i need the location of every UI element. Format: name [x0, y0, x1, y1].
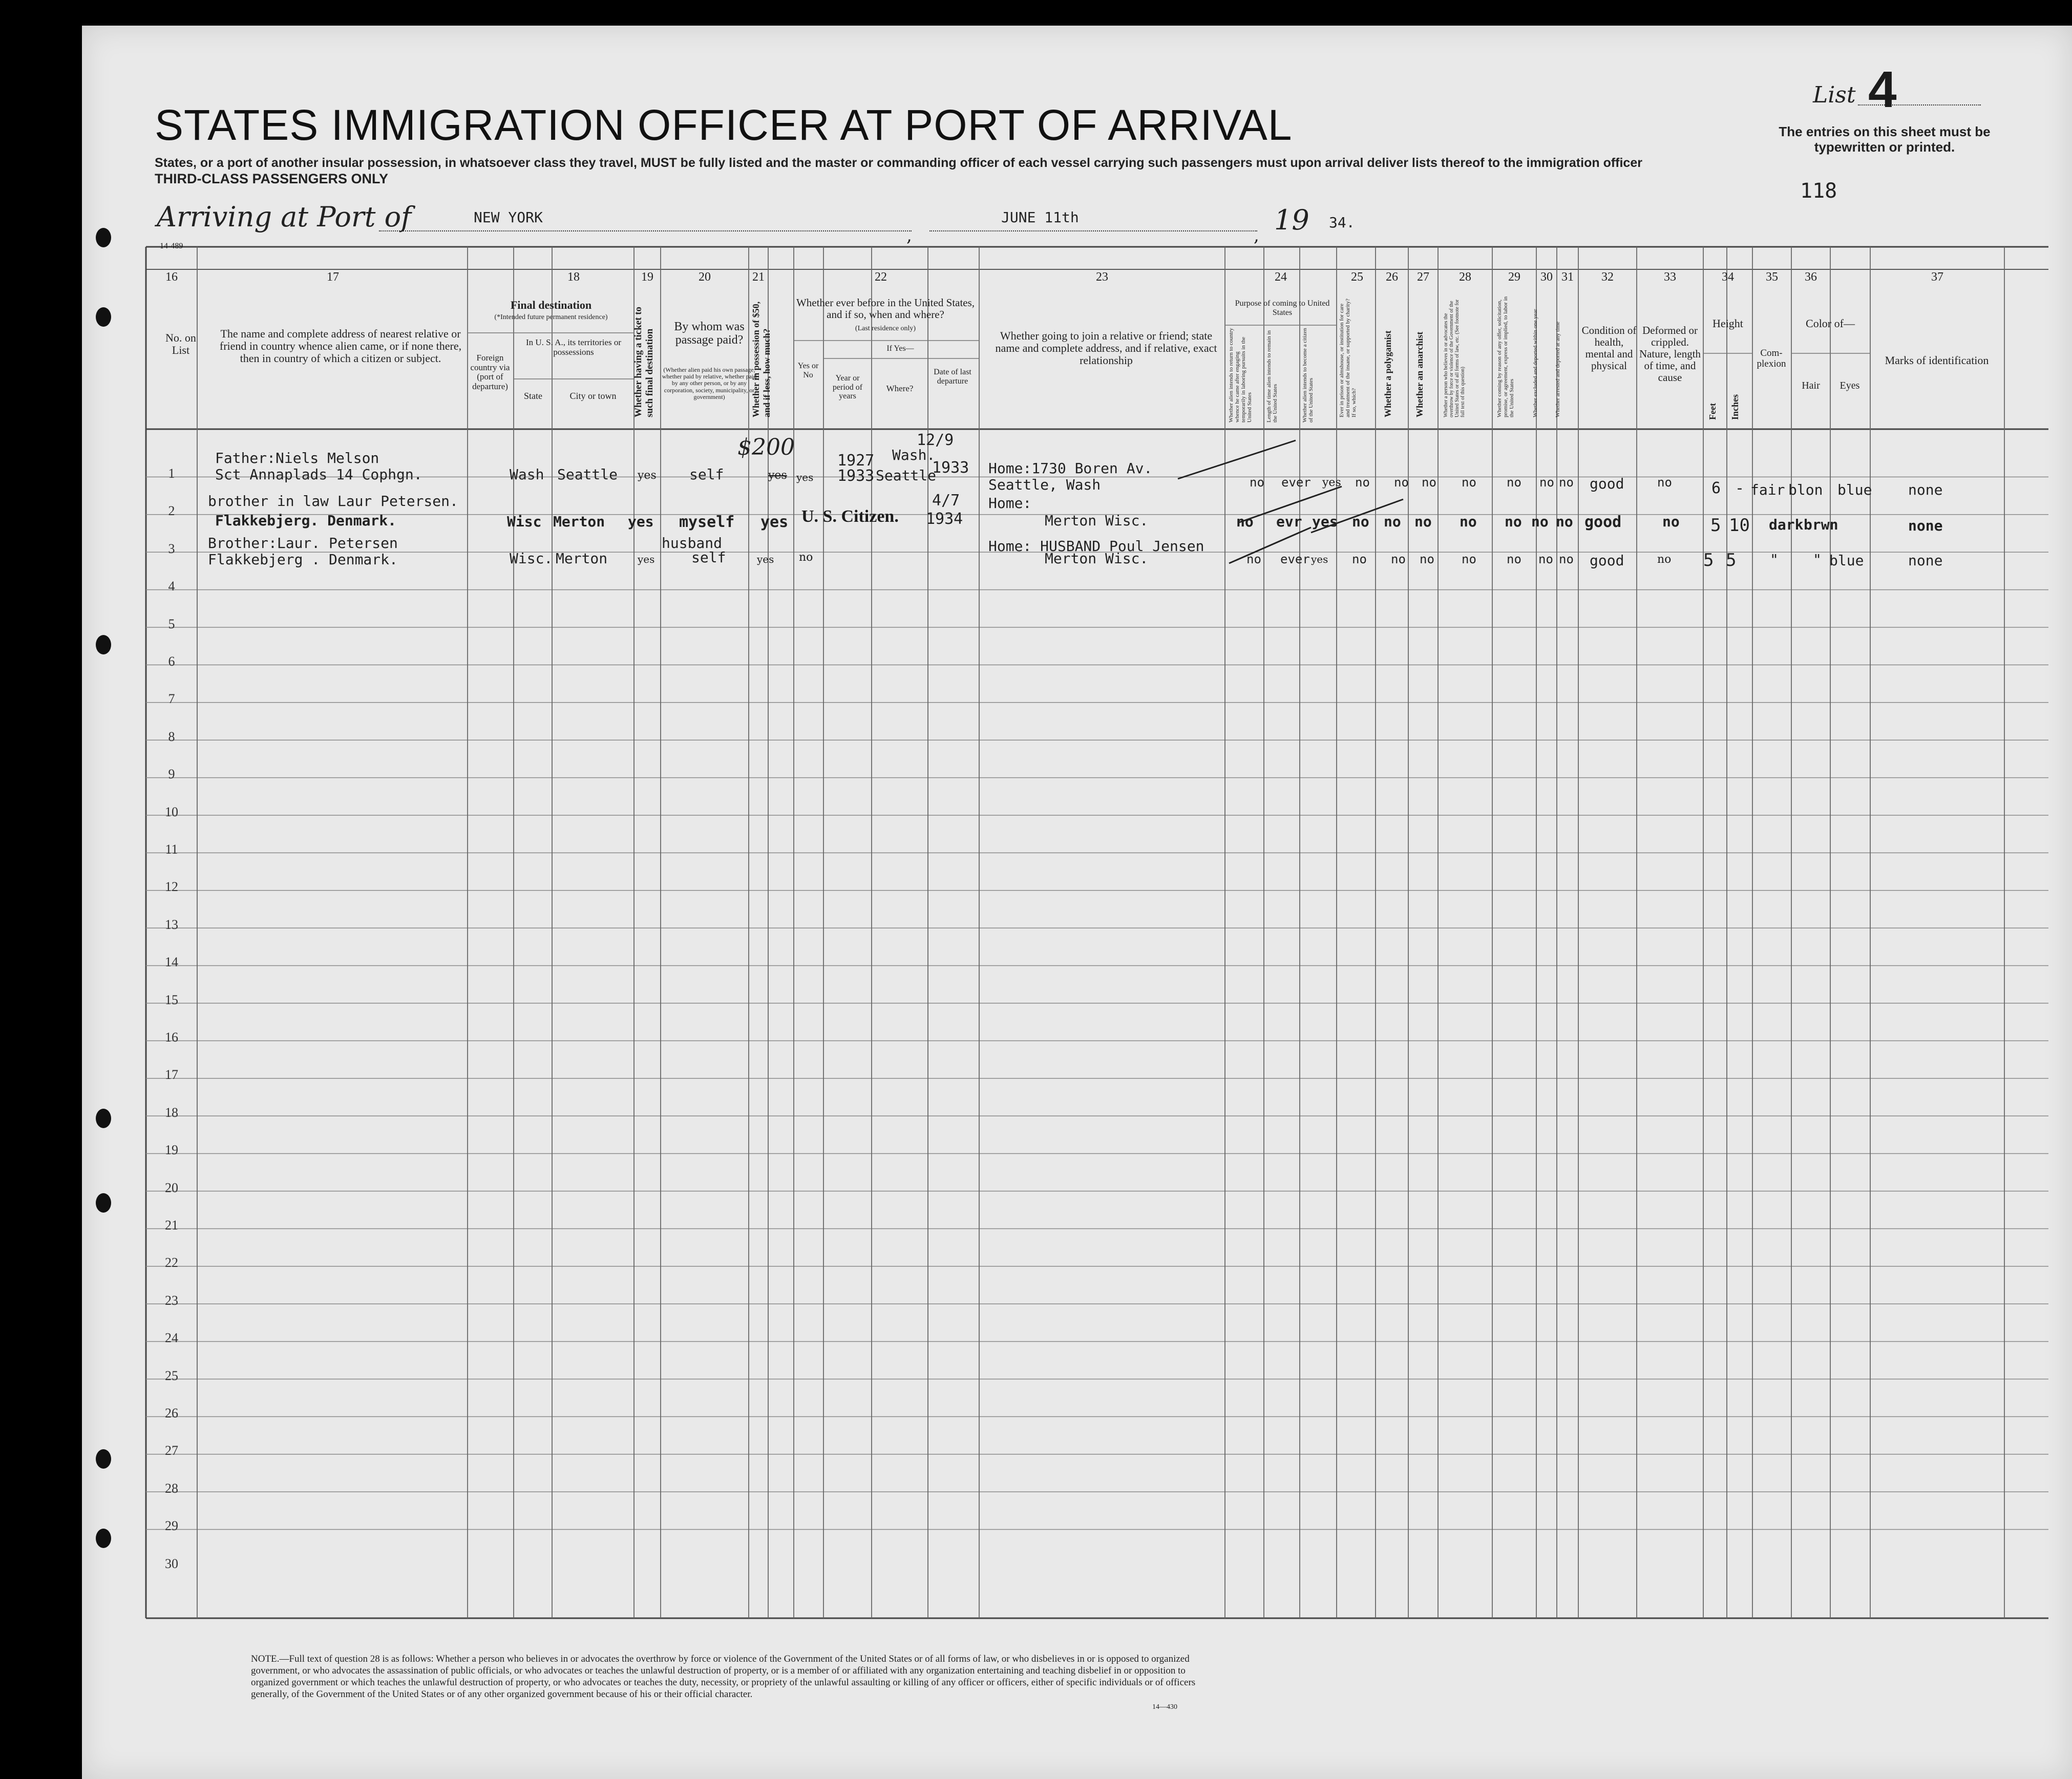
where-prev: Wash. — [892, 447, 936, 463]
hair-color: brwn — [1804, 516, 1838, 533]
date-line — [929, 230, 1257, 231]
column-number: 30 — [1540, 270, 1553, 284]
col18a-header: Foreign country via (port of departure) — [470, 353, 510, 392]
column-number: 16 — [165, 270, 178, 284]
row-number: 15 — [165, 992, 178, 1007]
stay-length: ever — [1281, 475, 1311, 490]
comma: , — [1254, 225, 1259, 246]
depart-date: 12/9 — [917, 431, 954, 449]
column-number: 33 — [1664, 270, 1676, 284]
depart-date: 1933 — [932, 459, 969, 477]
polygamist: no — [1394, 475, 1409, 490]
col32-header: Condition of health, mental and physical — [1581, 324, 1637, 372]
q28: no — [1462, 475, 1476, 490]
column-number: 34 — [1722, 270, 1734, 284]
list-note: The entries on this sheet must be typewritten or printed. — [1779, 124, 1991, 155]
col25-header: Ever in prison or almshouse, or institution for care and treatment of the insane, or supported by charity? If so, which? — [1339, 299, 1357, 417]
row-number: 17 — [165, 1067, 178, 1083]
col20-header: By whom was passage paid? — [674, 320, 745, 347]
row-number: 21 — [165, 1218, 178, 1233]
col22-where: Where? — [886, 384, 914, 393]
row-number: 18 — [165, 1105, 178, 1120]
passage-paid: myself — [679, 513, 735, 531]
col18b-state: State — [524, 391, 542, 401]
row-number: 8 — [168, 729, 175, 744]
q29: no — [1507, 475, 1521, 490]
citizen-intent: yes — [1311, 553, 1328, 565]
column-number: 27 — [1417, 270, 1429, 284]
health: good — [1590, 552, 1624, 569]
column-number: 32 — [1601, 270, 1614, 284]
col18-note: (*Intended future permanent residence) — [494, 313, 608, 321]
join-relative: Merton Wisc. — [1045, 550, 1149, 567]
col20-note: (Whether alien paid his own passage, whether paid by relative, whether paid by any other person, or by any corporation, society, municipality, or government) — [662, 366, 757, 400]
col22-header: Whether ever before in the United States, and if so, when and where? — [796, 296, 975, 321]
row-number: 10 — [165, 804, 178, 819]
prev-yesno: no — [799, 551, 813, 564]
dest-state: Wash — [510, 466, 544, 483]
comma: , — [906, 225, 912, 246]
height-inches: 10 — [1729, 515, 1750, 536]
column-number: 23 — [1096, 270, 1108, 284]
row-number: 26 — [165, 1406, 178, 1421]
col21-header: Whether in possession of $50, and if less, how much? — [751, 301, 772, 417]
column-number: 19 — [641, 270, 653, 284]
col22-ifyes: If Yes— — [886, 344, 914, 353]
col22-date: Date of last departure — [934, 368, 971, 386]
column-number: 31 — [1561, 270, 1574, 284]
row-number: 23 — [165, 1293, 178, 1308]
row-number: 24 — [165, 1330, 178, 1346]
q30: no — [1539, 475, 1554, 490]
instructions: States, or a port of another insular possession, in whatsoever class they travel, MUST be fully listed and the master or commanding officer of each vessel carrying such passengers must upon arrival deliver lists thereof to the immigration officer — [155, 156, 1642, 170]
row-number: 1 — [168, 466, 175, 481]
row-number: 6 — [168, 654, 175, 669]
where-prev: Seattle — [876, 467, 937, 484]
col24b-header: Length of time alien intends to remain in the United States — [1266, 330, 1278, 422]
polygamist: no — [1391, 552, 1406, 566]
relative-name: Father:Niels Melson — [215, 450, 379, 467]
relative-address: Sct Annaplads 14 Cophgn. — [215, 466, 422, 483]
col22-note: (Last residence only) — [855, 325, 916, 332]
row-number: 7 — [168, 691, 175, 707]
money-note: $200 — [737, 434, 795, 460]
complexion: dark — [1769, 516, 1804, 533]
complexion: fair — [1750, 481, 1785, 498]
date-value: JUNE 11th — [1001, 209, 1079, 226]
row-number: 20 — [165, 1180, 178, 1195]
col26-header: Whether a polygamist — [1383, 330, 1393, 417]
col24c-header: Whether alien intends to become a citizen of the United States — [1302, 328, 1314, 422]
height-inches: 5 — [1726, 550, 1737, 570]
dest-state: Wisc — [507, 513, 542, 530]
column-number: 28 — [1459, 270, 1471, 284]
col30-header: Whether excluded and deported within one year — [1532, 309, 1538, 417]
col35-header: Com-plexion — [1757, 348, 1786, 369]
prison: no — [1352, 552, 1367, 566]
dest-state: Wisc. — [510, 550, 553, 567]
join-relative: Seattle, Wash — [988, 476, 1101, 493]
col33-header: Deformed or crippled. Nature, length of time, and cause — [1639, 324, 1701, 384]
citizen-intent: yes — [1312, 513, 1338, 530]
passage-paid: husband — [662, 535, 723, 552]
height-feet: 6 — [1711, 479, 1721, 497]
pencil-check-mark — [1178, 440, 1296, 479]
row-number: 14 — [165, 955, 178, 970]
anarchist: no — [1420, 552, 1434, 566]
money: yes — [796, 471, 814, 483]
year-prefix: 19 — [1274, 204, 1309, 236]
complexion: " — [1770, 551, 1779, 568]
column-number: 25 — [1351, 270, 1363, 284]
row-number: 2 — [168, 503, 175, 519]
anarchist: no — [1414, 513, 1432, 530]
col23-header: Whether going to join a relative or friend; state name and complete address, and if relative, exact relationship — [995, 329, 1217, 367]
col27-header: Whether an anarchist — [1414, 331, 1425, 417]
list-label: List — [1813, 82, 1856, 108]
deformed: no — [1662, 513, 1680, 530]
col22-year: Year or period of years — [832, 374, 863, 401]
row-number: 16 — [165, 1030, 178, 1045]
eye-color: blue — [1837, 481, 1872, 498]
column-number: 20 — [699, 270, 711, 284]
q30: no — [1531, 513, 1549, 530]
row-number: 4 — [168, 579, 175, 594]
q31: no — [1559, 552, 1574, 566]
col36-hair: Hair — [1802, 380, 1820, 391]
deformed: no — [1657, 475, 1672, 490]
row-number: 30 — [165, 1556, 178, 1571]
join-relative: Merton Wisc. — [1045, 512, 1149, 529]
hair-color: blon — [1788, 481, 1823, 498]
page-title: STATES IMMIGRATION OFFICER AT PORT OF ARRIVAL — [155, 101, 1293, 149]
dest-city: Merton — [556, 550, 608, 567]
passage-paid: self — [691, 549, 726, 566]
row-number: 22 — [165, 1255, 178, 1270]
column-number: 21 — [752, 270, 765, 284]
column-number: 22 — [875, 270, 887, 284]
column-number: 24 — [1275, 270, 1287, 284]
money: yes — [760, 513, 789, 531]
relative-name: Brother:Laur. Petersen — [208, 535, 398, 552]
port-line — [379, 230, 912, 231]
col17-header: The name and complete address of nearest relative or friend in country whence alien came, or if none there, then in country of which a citizen or subject. — [219, 327, 462, 365]
join-relative: Home: — [988, 495, 1032, 512]
return-intent: no — [1236, 513, 1254, 530]
row-number: 9 — [168, 767, 175, 782]
col36-header: Color of— — [1806, 317, 1855, 330]
ticket: yes — [638, 469, 657, 482]
col16-header: No. on List — [165, 331, 196, 357]
return-intent: no — [1246, 552, 1261, 566]
identifying-marks: none — [1908, 517, 1943, 534]
row-number: 25 — [165, 1368, 178, 1383]
column-number: 35 — [1766, 270, 1778, 284]
citizen-stamp: U. S. Citizen. — [801, 507, 899, 526]
arriving-label: Arriving at Port of — [157, 201, 412, 233]
column-number: 37 — [1931, 270, 1943, 284]
form-code: 14-489 — [160, 242, 183, 250]
relative-address: Flakkebjerg . Denmark. — [208, 551, 398, 568]
ticket: yes — [638, 553, 655, 565]
class-label: THIRD-CLASS PASSENGERS ONLY — [155, 171, 389, 186]
prison: no — [1352, 513, 1369, 530]
deformed: no — [1657, 553, 1672, 566]
col29-header: Whether coming by reason of any offer, solicitation, promise, or agreement, express or implied, to labor in the United States — [1496, 296, 1515, 417]
row-number: 19 — [165, 1142, 178, 1158]
return-intent: no — [1250, 475, 1264, 490]
row-number: 13 — [165, 917, 178, 932]
ticket: yes — [628, 513, 654, 530]
col34-inches: Inches — [1730, 394, 1740, 420]
money: yes — [757, 553, 774, 565]
q29: no — [1505, 513, 1522, 530]
list-number: 4 — [1868, 61, 1897, 118]
passage-paid: self — [689, 466, 724, 483]
q28: no — [1460, 513, 1477, 530]
row-number: 27 — [165, 1443, 178, 1458]
stay-length: ever — [1280, 552, 1310, 566]
relative-name: brother in law Laur Petersen. — [208, 493, 458, 510]
row-number: 29 — [165, 1518, 178, 1534]
port-value: NEW YORK — [474, 209, 543, 226]
citizen-intent: yes — [1322, 476, 1341, 489]
col36-eyes: Eyes — [1840, 380, 1860, 391]
column-number: 29 — [1508, 270, 1520, 284]
col18b-header: In U. S. A., its territories or possessions — [525, 337, 622, 357]
col18-header: Final destination — [510, 299, 592, 311]
join-relative: Home: HUSBAND Poul Jensen — [988, 538, 1204, 555]
col24a-header: Whether alien intends to return to country whence he came after engaging temporarily in laboring pursuits in the United States — [1228, 328, 1253, 422]
year-suffix: 34. — [1329, 214, 1355, 231]
health: good — [1584, 513, 1622, 531]
col34-feet: Feet — [1707, 403, 1718, 420]
row-number: 11 — [165, 842, 178, 857]
identifying-marks: none — [1908, 552, 1943, 569]
col24-header: Purpose of coming to United States — [1235, 299, 1330, 317]
q28: no — [1462, 552, 1476, 566]
row-number: 3 — [168, 541, 175, 556]
depart-date: 1934 — [926, 510, 963, 528]
col19-header: Whether having a ticket to such final destination — [633, 306, 655, 417]
stay-length: evr — [1276, 513, 1302, 530]
col37-header: Marks of identification — [1885, 354, 1989, 367]
prison: no — [1355, 475, 1370, 490]
row-number: 12 — [165, 879, 178, 895]
height-feet: 5 — [1703, 550, 1714, 570]
dest-city: Merton — [553, 513, 605, 530]
row-number: 5 — [168, 616, 175, 631]
join-relative: Home:1730 Boren Av. — [988, 460, 1153, 477]
depart-date: 4/7 — [932, 492, 960, 510]
dest-city: Seattle — [557, 466, 618, 483]
q31: no — [1556, 513, 1573, 530]
row-number: 28 — [165, 1480, 178, 1496]
identifying-marks: none — [1908, 481, 1943, 498]
money: yes — [768, 469, 787, 482]
year-prev: 1927 — [837, 452, 875, 470]
hair-color: " — [1813, 551, 1822, 568]
column-number: 18 — [567, 270, 580, 284]
relative-address: Flakkebjerg. Denmark. — [215, 512, 397, 529]
height-feet: 5 — [1710, 515, 1721, 536]
column-number: 17 — [327, 270, 339, 284]
height-inches: - — [1735, 479, 1745, 497]
year-prev: 1933 — [837, 467, 875, 485]
health: good — [1590, 475, 1624, 492]
q30: no — [1538, 552, 1553, 566]
footer-code: 14—430 — [1152, 1703, 1177, 1711]
anarchist: no — [1422, 475, 1436, 490]
eye-color: blue — [1829, 552, 1864, 569]
column-number: 26 — [1386, 270, 1398, 284]
col31-header: Whether arrested and deported at any time — [1555, 322, 1561, 417]
polygamist: no — [1384, 513, 1401, 530]
col34-header: Height — [1712, 317, 1743, 330]
column-number: 36 — [1805, 270, 1817, 284]
col28-header: Whether a person who believes in or advocates the overthrow by force or violence of the Government of the United States or of all forms of law, etc. (See footnote for full text of this question) — [1443, 299, 1466, 417]
footnote: NOTE.—Full text of question 28 is as follows: Whether a person who believes in or advocates the overthrow by force or violence of the Government of the United States or of all forms of law, or who disbelieves in or is opposed to organized government, or who advocates the assassination of public officials, or who advocates or teaches the unlawful destruction of property, or is a member of or affiliated with any organization entertaining and teaching disbelief in or opposition to organized government or which teaches the unlawful destruction of property, or who advocates or teaches the duty, necessity, or propriety of the unlawful assaulting or killing of any officer or officers, either of specific individuals or of officers generally, of the Government of the United States or of any other organized government because of his or their official character. — [251, 1654, 1196, 1700]
page-number: 118 — [1800, 179, 1837, 203]
col22-yesno: Yes or No — [797, 362, 819, 379]
q31: no — [1559, 475, 1574, 490]
col18b-city: City or town — [569, 391, 617, 401]
q29: no — [1507, 552, 1521, 566]
